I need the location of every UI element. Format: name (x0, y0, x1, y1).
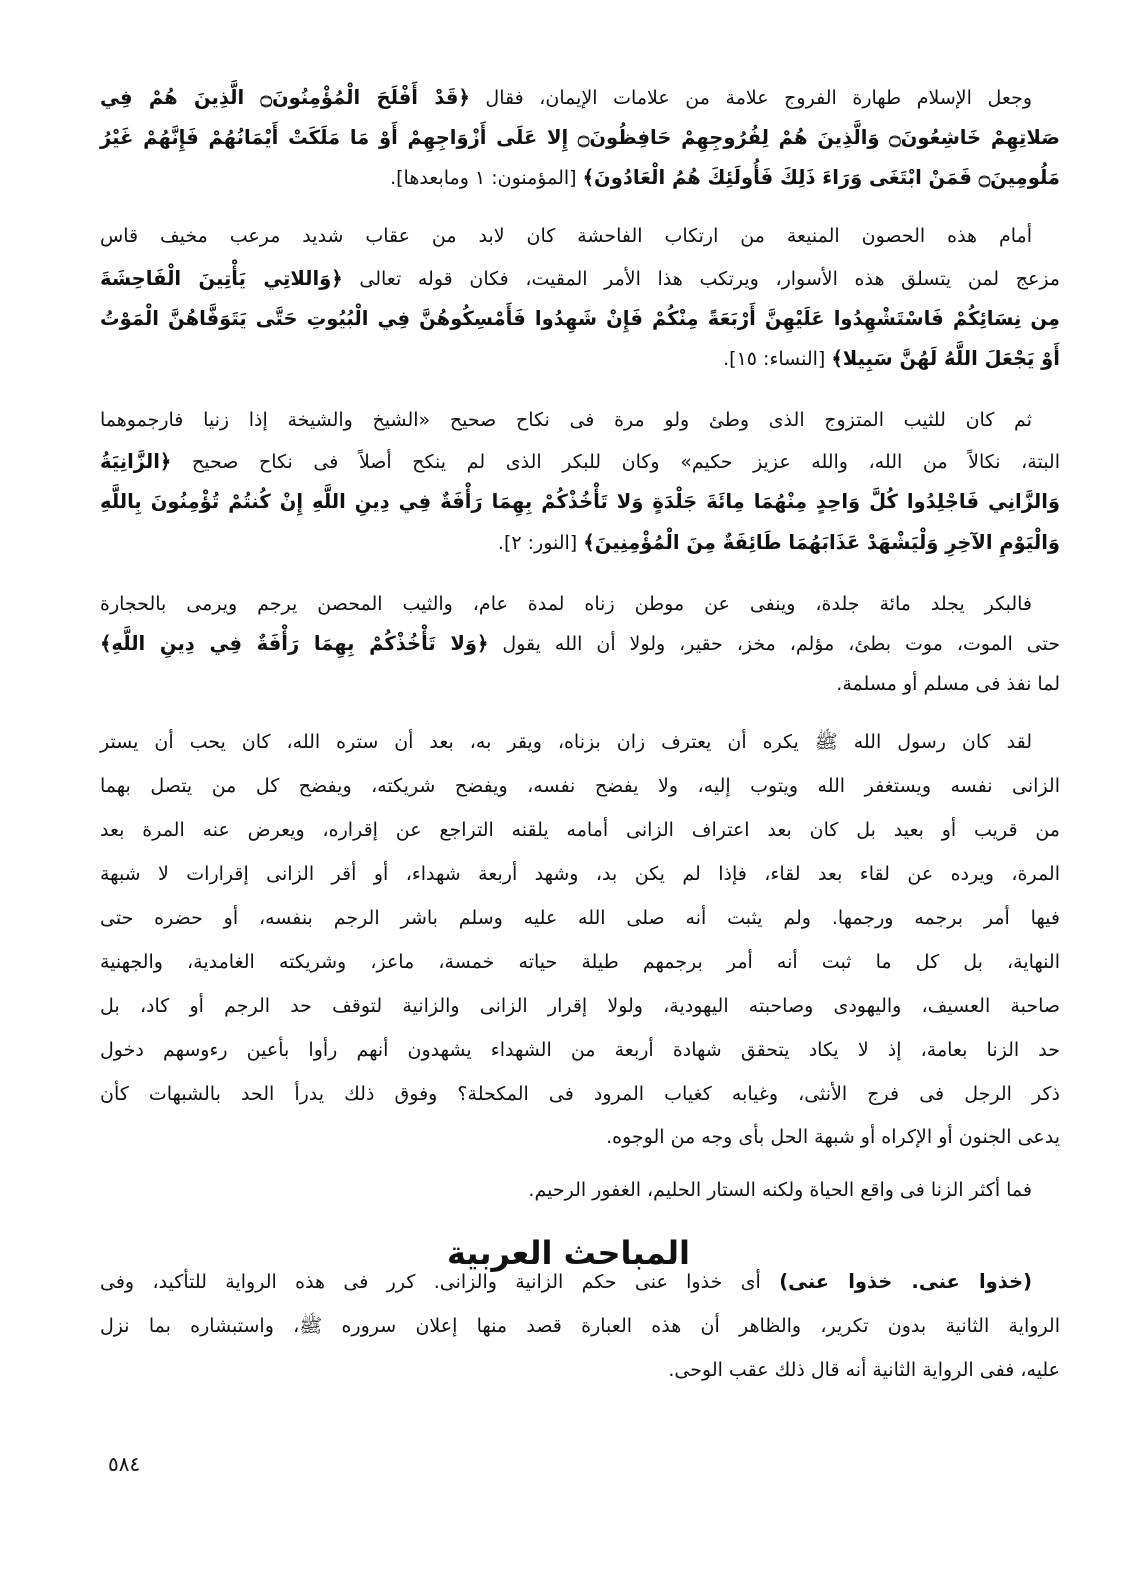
body-text-segment: أى خذوا عنى حكم الزانية والزانى. كرر فى هذه الرواية للتأكيد، وفى (100, 1271, 780, 1293)
body-text-segment: البتة، نكالاً من الله، والله عزيز حكيم» وكان للبكر الذى لم ينكح أصلاً فى نكاح صحيح (171, 451, 1060, 473)
body-text-segment: ثم كان للثيب المتزوج الذى وطئ ولو مرة فى نكاح صحيح «الشيخ والشيخة إذا زنيا فارجموهما (100, 409, 1032, 431)
text-line (100, 1305, 1060, 1347)
body-text-segment: صاحبة العسيف، واليهودى وصاحبته اليهودية، ولولا إقرار الزانى والزانية لتوقف حد الرجم أو كاد، بل (100, 995, 1060, 1017)
text-line (100, 853, 1060, 895)
body-text-segment: الرواية الثانية بدون تكرير، والظاهر أن هذه العبارة قصد منها إعلان سروره ﷺ، واستبشاره بما نزل (100, 1315, 1060, 1337)
text-line (100, 765, 1060, 807)
text-line (100, 1073, 1060, 1115)
quran-verse-text: مِن نِسَائِكُمْ فَاسْتَشْهِدُوا عَلَيْهِنَّ أَرْبَعَةً مِنْكُمْ فَإِنْ شَهِدُوا فَأَمْسِكُوهُنَّ فِي الْبُيُوتِ حَتَّى يَتَوَفَّاهُنَّ الْمَوْتُ (100, 307, 1060, 330)
quran-verse-text: أَوْ يَجْعَلَ اللَّهُ لَهُنَّ سَبِيلا﴾ (831, 347, 1060, 370)
text-line (100, 1029, 1060, 1071)
body-text-segment: من قريب أو بعيد بل كان بعد اعتراف الزانى أمامه يلقنه التراجع عن إقراره، ويعرض عنه المرة بعد (100, 819, 1060, 841)
body-text-segment: وجعل الإسلام طهارة الفروج علامة من علامات الإيمان، فقال (469, 87, 1032, 109)
quran-verse-text: ﴿الزَّانِيَةُ (100, 450, 172, 473)
text-line (100, 157, 1060, 199)
text-line (100, 897, 1060, 939)
quran-verse-text: ﴿وَاللاتِي يَأْتِينَ الْفَاحِشَةَ (100, 267, 343, 290)
body-text-segment: [النساء: ١٥]. (723, 348, 832, 370)
body-text-segment: لقد كان رسول الله ﷺ يكره أن يعترف زان بزناه، ويقر به، بعد أن ستره الله، كان يحب أن يستر (100, 731, 1032, 753)
body-text-segment: أمام هذه الحصون المنيعة من ارتكاب الفاحشة كان لابد من عقاب شديد مرعب مخيف قاس (100, 225, 1032, 247)
text-line (100, 258, 1060, 300)
body-text-segment: [المؤمنون: ١ ومابعدها]. (390, 167, 583, 189)
page-number: ٥٨٤ (108, 1452, 141, 1476)
body-text-segment: لما نفذ فى مسلم أو مسلمة. (836, 673, 1060, 695)
text-line (100, 1349, 1060, 1391)
quran-verse-text: وَالزَّانِي فَاجْلِدُوا كُلَّ وَاحِدٍ مِنْهُمَا مِائَةَ جَلْدَةٍ وَلا تَأْخُذْكُمْ بِهِمَا رَأْفَةٌ فِي دِينِ اللَّهِ إِنْ كُنتُمْ تُؤْمِنُونَ بِاللَّهِ (100, 490, 1060, 513)
quran-verse-text: وَالْيَوْمِ الآخِرِ وَلْيَشْهَدْ عَذَابَهُمَا طَائِفَةٌ مِنَ الْمُؤْمِنِينَ﴾ (583, 531, 1060, 554)
text-line (100, 623, 1060, 665)
body-text-segment: يدعى الجنون أو الإكراه أو شبهة الحل بأى وجه من الوجوه. (606, 1126, 1060, 1148)
body-text-segment: ذكر الرجل فى فرج الأنثى، وغيابه كغياب المرود فى المكحلة؟ وفوق ذلك يدرأ الحد بالشبهات كأن (100, 1083, 1060, 1105)
text-line (100, 522, 1060, 564)
text-line (100, 399, 1060, 441)
text-line (100, 663, 1060, 705)
body-text-segment: فما أكثر الزنا فى واقع الحياة ولكنه الستار الحليم، الغفور الرحيم. (528, 1179, 1032, 1201)
body-text-segment: فالبكر يجلد مائة جلدة، وينفى عن موطن زناه لمدة عام، والثيب المحصن يرجم ويرمى بالحجارة (100, 593, 1032, 615)
text-line (100, 721, 1060, 763)
body-text-segment: فيها أمر برجمه ورجمها. ولم يثبت أنه صلى الله عليه وسلم باشر الرجم بنفسه، أو حضره حتى (100, 907, 1060, 929)
text-line (100, 77, 1060, 119)
text-line (100, 1116, 1060, 1158)
text-line (100, 215, 1060, 257)
body-text-segment: حد الزنا بعامة، إذ لا يكاد يتحقق شهادة أربعة من الشهداء يشهدون أنهم رأوا بأعين رءوسهم دخول (100, 1039, 1060, 1061)
text-line (100, 941, 1060, 983)
quran-verse-text: ﴿قَدْ أَفْلَحَ الْمُؤْمِنُونَ۝ الَّذِينَ هُمْ فِي (100, 86, 470, 109)
body-text-segment: عليه، ففى الرواية الثانية أنه قال ذلك عقب الوحى. (668, 1359, 1060, 1381)
body-text-segment: المرة، ويرده عن لقاء بعد لقاء، فإذا لم يكن بد، وشهد أربعة شهداء، أو أقر الزانى إقرارات لا شبهة (100, 863, 1060, 885)
quran-verse-text: صَلاتِهِمْ خَاشِعُونَ۝ وَالَّذِينَ هُمْ لِفُرُوجِهِمْ حَافِظُونَ۝ إِلا عَلَى أَزْوَاجِهِمْ أَوْ مَا مَلَكَتْ أَيْمَانُهُمْ فَإِنَّهُمْ غَيْرُ (100, 126, 1060, 149)
body-text-segment: [النور: ٢]. (497, 532, 584, 554)
text-line (100, 985, 1060, 1027)
body-text-segment: حتى الموت، موت بطئ، مؤلم، مخز، حقير، ولولا أن الله يقول (488, 633, 1060, 655)
text-line (100, 338, 1060, 380)
text-line (100, 809, 1060, 851)
body-text-segment: النهاية، بل كل ما ثبت أنه أمر برجمهم طيلة حياته خمسة، ماعز، وشريكته الغامدية، والجهنية (100, 951, 1060, 973)
body-text-segment: مزعج لمن يتسلق هذه الأسوار، ويرتكب هذا الأمر المقيت، فكان قوله تعالى (342, 268, 1060, 290)
section-heading: المباحث العربية (446, 1233, 691, 1272)
text-line (100, 117, 1060, 159)
text-line (100, 583, 1060, 625)
quran-verse-text: (خذوا عنى. خذوا عنى) (779, 1270, 1032, 1293)
text-line (100, 298, 1060, 340)
quran-verse-text: مَلُومِينَ۝ فَمَنْ ابْتَغَى وَرَاءَ ذَلِكَ فَأُولَئِكَ هُمُ الْعَادُونَ﴾ (582, 166, 1060, 189)
body-text-segment: الزانى نفسه ويستغفر الله ويتوب إليه، ولا يفضح نفسه، ويفضح شريكته، ويفضح كل من يتصل بهما (100, 775, 1060, 797)
text-line (100, 1169, 1060, 1211)
text-line (100, 481, 1060, 523)
text-line (100, 441, 1060, 483)
quran-verse-text: ﴿وَلا تَأْخُذْكُمْ بِهِمَا رَأْفَةٌ فِي دِينِ اللَّهِ﴾ (100, 632, 489, 655)
